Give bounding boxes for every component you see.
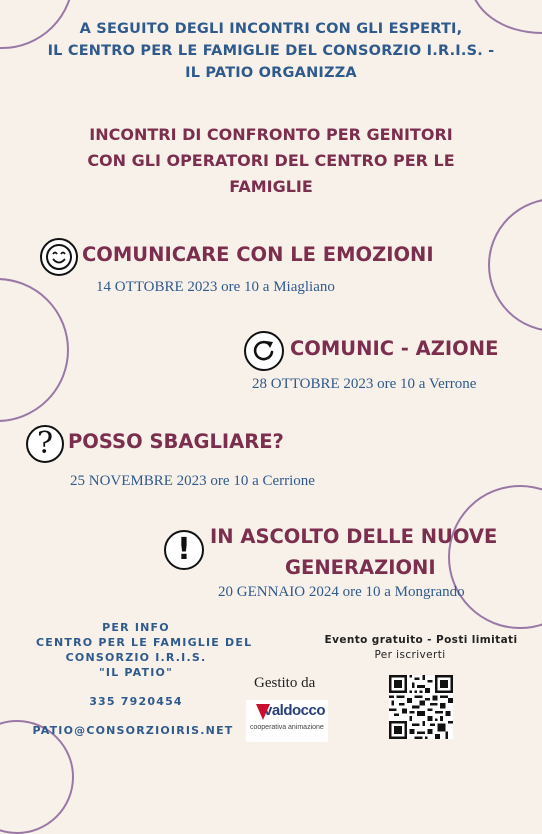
contact-info [32, 620, 253, 738]
exclamation-icon: ! [164, 530, 204, 570]
event-date-comunic-azione: 28 OTTOBRE 2023 ore 10 a Verrone [252, 376, 477, 392]
phone-number[interactable]: 335 7920454 [89, 695, 183, 708]
event-title-posso-sbagliare: POSSO SBAGLIARE? [68, 430, 284, 453]
registration-info [312, 634, 530, 661]
program-line: FAMIGLIE [229, 177, 313, 196]
logo-v-mark [256, 704, 270, 720]
decorative-circle-right-lower [448, 485, 542, 629]
event-note: Evento gratuito - Posti limitati [324, 634, 518, 646]
program-line: INCONTRI DI CONFRONTO PER GENITORI [89, 125, 453, 144]
logo-left-text: cooperativa [250, 724, 287, 731]
email-link[interactable]: PATIO@CONSORZIOIRIS.NET [32, 724, 234, 737]
logo-main-text: valdocco [264, 702, 326, 719]
smiley-icon [40, 238, 78, 276]
subscribe-label: Per iscriverti [374, 649, 446, 661]
managed-by-label: Gestito da [254, 675, 316, 691]
org-name-line: CENTRO PER LE FAMIGLIE DEL [36, 636, 253, 649]
info-label: PER INFO [102, 621, 170, 634]
intro-line: IL CENTRO PER LE FAMIGLIE DEL CONSORZIO I.R.I.S. - [47, 43, 495, 59]
qr-code[interactable] [389, 675, 453, 739]
logo-right-text: animazione [288, 724, 324, 731]
decorative-circle-right-upper [488, 198, 542, 332]
program-line: CON GLI OPERATORI DEL CENTRO PER LE [87, 151, 455, 170]
valdocco-logo [246, 700, 328, 742]
refresh-arrow-icon [244, 331, 284, 371]
event-title-comunic-azione: COMUNIC - AZIONE [290, 337, 499, 360]
event-title-in-ascolto: IN ASCOLTO DELLE NUOVE [210, 525, 498, 548]
program-heading [0, 122, 542, 200]
intro-line: A SEGUITO DEGLI INCONTRI CON GLI ESPERTI, [79, 21, 463, 37]
event-date-comunicare: 14 OTTOBRE 2023 ore 10 a Miagliano [96, 279, 335, 295]
intro-line: IL PATIO ORGANIZZA [185, 65, 357, 81]
event-date-in-ascolto: 20 GENNAIO 2024 ore 10 a Mongrando [218, 584, 465, 600]
org-name-line: CONSORZIO I.R.I.S. [65, 651, 207, 664]
event-date-posso-sbagliare: 25 NOVEMBRE 2023 ore 10 a Cerrione [70, 473, 315, 489]
org-name-line: "IL PATIO" [98, 666, 174, 679]
event-title-in-ascolto-line2: GENERAZIONI [285, 556, 436, 579]
decorative-circle-left-middle [0, 278, 69, 422]
event-title-comunicare: COMUNICARE CON LE EMOZIONI [82, 243, 434, 266]
intro-heading [0, 18, 542, 84]
question-mark-icon: ? [26, 425, 64, 463]
